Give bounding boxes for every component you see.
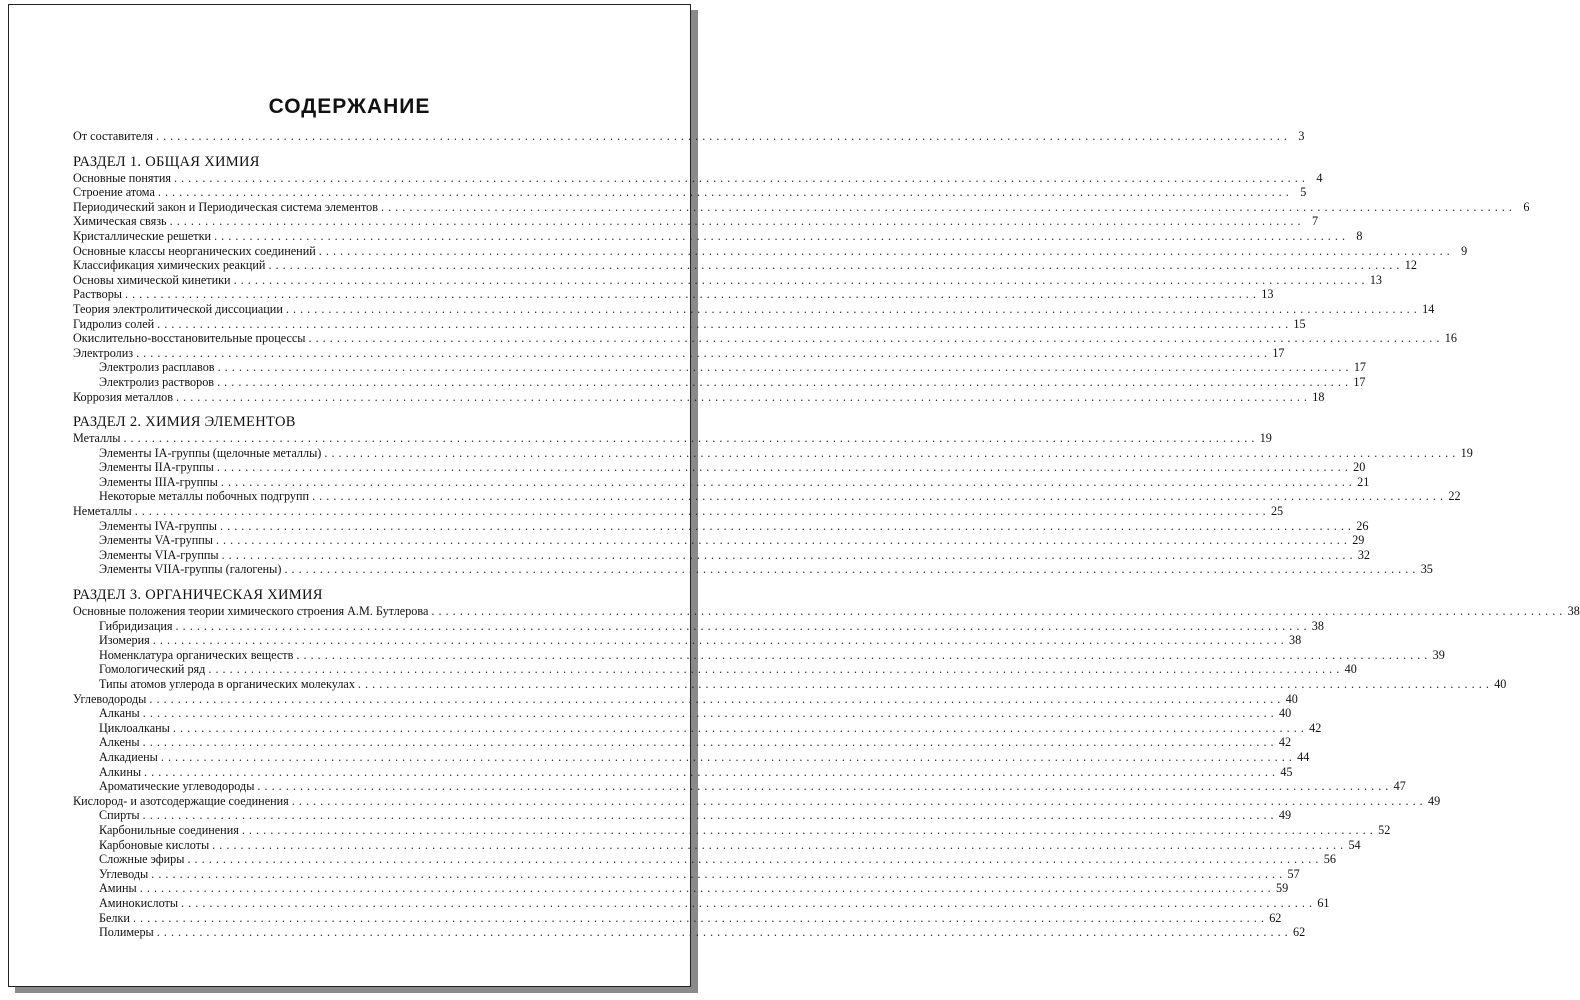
toc-entry-label: Элементы IVA-группы bbox=[99, 518, 217, 533]
dot-leader: . . . . . . . . . . . . . . . . . . . . . . . . . . . . . . . . . . . . . . . . . . . . . . . . . . . . . . . . . . . . . . . . . . . . . . . . . . . . . . . . . . . . . . . . . . . . . . . . . . . . . . . . . . . . . . . . . . . . . . . . . . . . . . . . . . . . . . . . . . . . . . . . . . . . . . . . . . . . . . . . bbox=[142, 706, 1275, 721]
toc-entry[interactable] bbox=[73, 360, 1367, 375]
toc-entry-label: Элементы IA-группы (щелочные металлы) bbox=[99, 445, 322, 460]
toc-entry[interactable] bbox=[73, 793, 1441, 809]
toc-entry[interactable] bbox=[73, 691, 1298, 707]
dot-leader: . . . . . . . . . . . . . . . . . . . . . . . . . . . . . . . . . . . . . . . . . . . . . . . . . . . . . . . . . . . . . . . . . . . . . . . . . . . . . . . . . . . . . . . . . . . . . . . . . . . . . . . . . . . . . . . . . . . . . . . . . . . . . . . . . . . . . . . . . . . . . . . . . . . . . . . . . . . . . . . . bbox=[132, 910, 1265, 925]
toc-entry-page: 56 bbox=[1323, 852, 1336, 867]
toc-entry-label: Основные положения теории химического строения А.М. Бутлерова bbox=[73, 604, 429, 619]
dot-leader: . . . . . . . . . . . . . . . . . . . . . . . . . . . . . . . . . . . . . . . . . . . . . . . . . . . . . . . . . . . . . . . . . . . . . . . . . . . . . . . . . . . . . . . . . . . . . . . . . . . . . . . . . . . . . . . . . . . . . . . . . . . . . . . . . . . . . . . . . . . . . . . . . . . . . . . . . . . . . . . . bbox=[187, 852, 1319, 867]
dot-leader: . . . . . . . . . . . . . . . . . . . . . . . . . . . . . . . . . . . . . . . . . . . . . . . . . . . . . . . . . . . . . . . . . . . . . . . . . . . . . . . . . . . . . . . . . . . . . . . . . . . . . . . . . . . . . . . . . . . . . . . . . . . . . . . . . . . . . . . . . . . . . . . . . . . . . . . . . . . . . . . . bbox=[296, 647, 1428, 662]
toc-entry-label: Гомологический ряд bbox=[99, 662, 206, 677]
toc-entry-label: Кислород- и азотсодержащие соединения bbox=[73, 793, 289, 808]
toc-entry-page: 15 bbox=[1293, 316, 1306, 331]
toc-entry-label: Теория электролитической диссоциации bbox=[73, 301, 283, 316]
toc-entry[interactable] bbox=[73, 881, 1289, 896]
toc-entry-page: 16 bbox=[1444, 331, 1457, 346]
toc-entry[interactable] bbox=[73, 460, 1366, 475]
toc-entry-page: 6 bbox=[1523, 199, 1530, 214]
dot-leader: . . . . . . . . . . . . . . . . . . . . . . . . . . . . . . . . . . . . . . . . . . . . . . . . . . . . . . . . . . . . . . . . . . . . . . . . . . . . . . . . . . . . . . . . . . . . . . . . . . . . . . . . . . . . . . . . . . . . . . . . . . . . . . . . . . . . . . . . . . . . . . . . . . . . . . . . . . . . . . . . bbox=[220, 474, 1353, 489]
toc-entry-label: Амины bbox=[99, 881, 137, 896]
toc-entry-page: 29 bbox=[1352, 533, 1365, 548]
toc-entry-page: 21 bbox=[1357, 474, 1370, 489]
dot-leader: . . . . . . . . . . . . . . . . . . . . . . . . . . . . . . . . . . . . . . . . . . . . . . . . . . . . . . . . . . . . . . . . . . . . . . . . . . . . . . . . . . . . . . . . . . . . . . . . . . . . . . . . . . . . . . . . . . . . . . . . . . . . . . . . . . . . . . . . . . . . . . . . . . . . . . . . . . . . . . . . bbox=[149, 691, 1281, 706]
toc-entry[interactable] bbox=[73, 562, 1433, 577]
dot-leader: . . . . . . . . . . . . . . . . . . . . . . . . . . . . . . . . . . . . . . . . . . . . . . . . . . . . . . . . . . . . . . . . . . . . . . . . . . . . . . . . . . . . . . . . . . . . . . . . . . . . . . . . . . . . . . . . . . . . . . . . . . . . . . . . . . . . . . . . . . . . . . . . . . . . . . . . . . . . . . . . bbox=[221, 547, 1354, 562]
toc-entry[interactable] bbox=[73, 228, 1363, 244]
dot-leader: . . . . . . . . . . . . . . . . . . . . . . . . . . . . . . . . . . . . . . . . . . . . . . . . . . . . . . . . . . . . . . . . . . . . . . . . . . . . . . . . . . . . . . . . . . . . . . . . . . . . . . . . . . . . . . . . . . . . . . . . . . . . . . . . . . . . . . . . . . . . . . . . . . . . . . . . . . . . . . . . bbox=[214, 228, 1346, 243]
toc-entry[interactable] bbox=[73, 808, 1292, 823]
toc-entry-label: Растворы bbox=[73, 287, 122, 302]
toc-entry[interactable] bbox=[73, 374, 1366, 390]
dot-leader: . . . . . . . . . . . . . . . . . . . . . . . . . . . . . . . . . . . . . . . . . . . . . . . . . . . . . . . . . . . . . . . . . . . . . . . . . . . . . . . . . . . . . . . . . . . . . . . . . . . . . . . . . . . . . . . . . . . . . . . . . . . . . . . . . . . . . . . . . . . . . . . . . . . . . . . . . . . . . . . . bbox=[169, 214, 1302, 229]
toc-entry[interactable] bbox=[73, 604, 1580, 619]
toc-entry-label: Элементы VA-группы bbox=[99, 533, 213, 548]
toc-entry-page: 44 bbox=[1297, 749, 1310, 764]
dot-leader: . . . . . . . . . . . . . . . . . . . . . . . . . . . . . . . . . . . . . . . . . . . . . . . . . . . . . . . . . . . . . . . . . . . . . . . . . . . . . . . . . . . . . . . . . . . . . . . . . . . . . . . . . . . . . . . . . . . . . . . . . . . . . . . . . . . . . . . . . . . . . . . . . . . . . . . . . . . . . . . . bbox=[318, 243, 1451, 258]
dot-leader: . . . . . . . . . . . . . . . . . . . . . . . . . . . . . . . . . . . . . . . . . . . . . . . . . . . . . . . . . . . . . . . . . . . . . . . . . . . . . . . . . . . . . . . . . . . . . . . . . . . . . . . . . . . . . . . . . . . . . . . . . . . . . . . . . . . . . . . . . . . . . . . . . . . . . . . . . . . . . . . . bbox=[142, 808, 1275, 823]
toc-entry[interactable] bbox=[73, 677, 1507, 692]
dot-leader: . . . . . . . . . . . . . . . . . . . . . . . . . . . . . . . . . . . . . . . . . . . . . . . . . . . . . . . . . . . . . . . . . . . . . . . . . . . . . . . . . . . . . . . . . . . . . . . . . . . . . . . . . . . . . . . . . . . . . . . . . . . . . . . . . . . . . . . . . . . . . . . . . . . . . . . . . . . . . . . . bbox=[139, 881, 1272, 896]
toc-entry-intro[interactable] bbox=[73, 129, 1305, 144]
toc-entry-page: 4 bbox=[1316, 170, 1323, 185]
toc-entry-page: 40 bbox=[1285, 691, 1298, 706]
toc-entry[interactable] bbox=[73, 852, 1336, 867]
toc-entry-label: Элементы IIIA-группы bbox=[99, 474, 218, 489]
toc-entry-label: Гибридизация bbox=[99, 618, 173, 633]
toc-entry[interactable] bbox=[73, 489, 1461, 504]
toc-entry-label: Коррозия металлов bbox=[73, 389, 174, 404]
toc-entry[interactable] bbox=[73, 258, 1417, 273]
toc-entry-label: Основные классы неорганических соединений bbox=[73, 243, 316, 258]
dot-leader: . . . . . . . . . . . . . . . . . . . . . . . . . . . . . . . . . . . . . . . . . . . . . . . . . . . . . . . . . . . . . . . . . . . . . . . . . . . . . . . . . . . . . . . . . . . . . . . . . . . . . . . . . . . . . . . . . . . . . . . . . . . . . . . . . . . . . . . . . . . . . . . . . . . . . . . . . . . . . . . . bbox=[157, 316, 1289, 331]
toc-entry[interactable] bbox=[73, 243, 1468, 259]
toc-entry[interactable] bbox=[73, 185, 1307, 200]
dot-leader: . . . . . . . . . . . . . . . . . . . . . . . . . . . . . . . . . . . . . . . . . . . . . . . . . . . . . . . . . . . . . . . . . . . . . . . . . . . . . . . . . . . . . . . . . . . . . . . . . . . . . . . . . . . . . . . . . . . . . . . . . . . . . . . . . . . . . . . . . . . . . . . . . . . . . . . . . . . . . . . . bbox=[324, 445, 1456, 460]
dot-leader: . . . . . . . . . . . . . . . . . . . . . . . . . . . . . . . . . . . . . . . . . . . . . . . . . . . . . . . . . . . . . . . . . . . . . . . . . . . . . . . . . . . . . . . . . . . . . . . . . . . . . . . . . . . . . . . . . . . . . . . . . . . . . . . . . . . . . . . . . . . . . . . . . . . . . . . . . . . . . . . . bbox=[151, 866, 1283, 881]
toc-entry-page: 17 bbox=[1353, 374, 1366, 389]
dot-leader: . . . . . . . . . . . . . . . . . . . . . . . . . . . . . . . . . . . . . . . . . . . . . . . . . . . . . . . . . . . . . . . . . . . . . . . . . . . . . . . . . . . . . . . . . . . . . . . . . . . . . . . . . . . . . . . . . . . . . . . . . . . . . . . . . . . . . . . . . . . . . . . . . . . . . . . . . . . . . . . . bbox=[284, 562, 1416, 577]
toc-entry[interactable] bbox=[73, 301, 1435, 317]
dot-leader: . . . . . . . . . . . . . . . . . . . . . . . . . . . . . . . . . . . . . . . . . . . . . . . . . . . . . . . . . . . . . . . . . . . . . . . . . . . . . . . . . . . . . . . . . . . . . . . . . . . . . . . . . . . . . . . . . . . . . . . . . . . . . . . . . . . . . . . . . . . . . . . . . . . . . . . . . . . . . . . . bbox=[217, 360, 1350, 375]
dot-leader: . . . . . . . . . . . . . . . . . . . . . . . . . . . . . . . . . . . . . . . . . . . . . . . . . . . . . . . . . . . . . . . . . . . . . . . . . . . . . . . . . . . . . . . . . . . . . . . . . . . . . . . . . . . . . . . . . . . . . . . . . . . . . . . . . . . . . . . . . . . . . . . . . . . . . . . . . . . . . . . . bbox=[285, 301, 1418, 316]
toc-entry-label: Спирты bbox=[99, 808, 140, 823]
document-page bbox=[8, 4, 1580, 987]
toc-entry-page: 5 bbox=[1300, 185, 1307, 200]
dot-leader: . . . . . . . . . . . . . . . . . . . . . . . . . . . . . . . . . . . . . . . . . . . . . . . . . . . . . . . . . . . . . . . . . . . . . . . . . . . . . . . . . . . . . . . . . . . . . . . . . . . . . . . . . . . . . . . . . . . . . . . . . . . . . . . . . . . . . . . . . . . . . . . . . . . . . . . . . . . . . . . . bbox=[291, 793, 1424, 808]
toc-entry-label: Основы химической кинетики bbox=[73, 272, 231, 287]
toc-entry[interactable] bbox=[73, 533, 1365, 548]
dot-leader: . . . . . . . . . . . . . . . . . . . . . . . . . . . . . . . . . . . . . . . . . . . . . . . . . . . . . . . . . . . . . . . . . . . . . . . . . . . . . . . . . . . . . . . . . . . . . . . . . . . . . . . . . . . . . . . . . . . . . . . . . . . . . . . . . . . . . . . . . . . . . . . . . . . . . . . . . . . . . . . . bbox=[241, 822, 1374, 837]
dot-leader: . . . . . . . . . . . . . . . . . . . . . . . . . . . . . . . . . . . . . . . . . . . . . . . . . . . . . . . . . . . . . . . . . . . . . . . . . . . . . . . . . . . . . . . . . . . . . . . . . . . . . . . . . . . . . . . . . . . . . . . . . . . . . . . . . . . . . . . . . . . . . . . . . . . . . . . . . . . . . . . . bbox=[208, 662, 1340, 677]
toc-entry-label: Карбонильные соединения bbox=[99, 822, 239, 837]
toc-entry[interactable] bbox=[73, 706, 1292, 721]
toc-entry-page: 38 bbox=[1311, 618, 1324, 633]
toc-entry-page: 18 bbox=[1312, 389, 1325, 404]
dot-leader: . . . . . . . . . . . . . . . . . . . . . . . . . . . . . . . . . . . . . . . . . . . . . . . . . . . . . . . . . . . . . . . . . . . . . . . . . . . . . . . . . . . . . . . . . . . . . . . . . . . . . . . . . . . . . . . . . . . . . . . . . . . . . . . . . . . . . . . . . . . . . . . . . . . . . . . . . . . . . . . . bbox=[156, 925, 1289, 940]
toc-entry-page: 40 bbox=[1494, 677, 1507, 691]
toc-entry-page: 7 bbox=[1311, 214, 1319, 229]
toc-entry-label: Алкины bbox=[99, 764, 142, 779]
dot-leader: . . . . . . . . . . . . . . . . . . . . . . . . . . . . . . . . . . . . . . . . . . . . . . . . . . . . . . . . . . . . . . . . . . . . . . . . . . . . . . . . . . . . . . . . . . . . . . . . . . . . . . . . . . . . . . . . . . . . . . . . . . . . . . . . . . . . . . . . . . . . . . . . . . . . . . . . . . . . . . . . bbox=[357, 677, 1490, 691]
toc-entry-page: 19 bbox=[1259, 431, 1272, 446]
toc-entry[interactable] bbox=[73, 837, 1361, 853]
toc-entry-page: 17 bbox=[1272, 345, 1285, 360]
toc-entry[interactable] bbox=[73, 633, 1302, 648]
toc-entry-label: Кристаллические решетки bbox=[73, 228, 212, 243]
dot-leader: . . . . . . . . . . . . . . . . . . . . . . . . . . . . . . . . . . . . . . . . . . . . . . . . . . . . . . . . . . . . . . . . . . . . . . . . . . . . . . . . . . . . . . . . . . . . . . . . . . . . . . . . . . . . . . . . . . . . . . . . . . . . . . . . . . . . . . . . . . . . . . . . . . . . . . . . . . . . . . . . bbox=[233, 272, 1366, 287]
toc-entry-label: Алкадиены bbox=[99, 749, 158, 764]
table-of-contents bbox=[73, 129, 1580, 940]
toc-entry-label: Электролиз растворов bbox=[99, 374, 215, 389]
toc-entry[interactable] bbox=[73, 199, 1530, 215]
toc-entry-page: 49 bbox=[1278, 808, 1292, 823]
toc-entry-label: Элементы IIA-группы bbox=[99, 460, 214, 475]
toc-entry-label: Алкены bbox=[99, 735, 140, 750]
toc-entry-page: 40 bbox=[1344, 662, 1357, 677]
dot-leader: . . . . . . . . . . . . . . . . . . . . . . . . . . . . . . . . . . . . . . . . . . . . . . . . . . . . . . . . . . . . . . . . . . . . . . . . . . . . . . . . . . . . . . . . . . . . . . . . . . . . . . . . . . . . . . . . . . . . . . . . . . . . . . . . . . . . . . . . . . . . . . . . . . . . . . . . . . . . . . . . bbox=[155, 129, 1288, 143]
section-heading: РАЗДЕЛ 3. ОРГАНИЧЕСКАЯ ХИМИЯ bbox=[73, 587, 323, 604]
toc-entry[interactable] bbox=[73, 618, 1324, 634]
toc-entry-page: 13 bbox=[1261, 287, 1274, 302]
toc-entry-page: 12 bbox=[1404, 258, 1417, 273]
dot-leader: . . . . . . . . . . . . . . . . . . . . . . . . . . . . . . . . . . . . . . . . . . . . . . . . . . . . . . . . . . . . . . . . . . . . . . . . . . . . . . . . . . . . . . . . . . . . . . . . . . . . . . . . . . . . . . . . . . . . . . . . . . . . . . . . . . . . . . . . . . . . . . . . . . . . . . . . . . . . . . . . bbox=[136, 345, 1268, 360]
dot-leader: . . . . . . . . . . . . . . . . . . . . . . . . . . . . . . . . . . . . . . . . . . . . . . . . . . . . . . . . . . . . . . . . . . . . . . . . . . . . . . . . . . . . . . . . . . . . . . . . . . . . . . . . . . . . . . . . . . . . . . . . . . . . . . . . . . . . . . . . . . . . . . . . . . . . . . . . . . . . . . . . bbox=[134, 504, 1267, 519]
toc-entry-page: 26 bbox=[1356, 518, 1369, 533]
toc-entry-label: Ароматические углеводороды bbox=[99, 779, 255, 794]
toc-entry-label: Белки bbox=[99, 910, 130, 925]
toc-entry-page: 14 bbox=[1422, 301, 1435, 316]
toc-entry-label: Неметаллы bbox=[73, 504, 132, 519]
toc-entry-label: Алканы bbox=[99, 706, 140, 721]
toc-entry-page: 19 bbox=[1460, 445, 1473, 460]
toc-entry-label: Аминокислоты bbox=[99, 895, 179, 910]
toc-entry-page: 61 bbox=[1317, 895, 1330, 910]
toc-entry-page: 57 bbox=[1287, 866, 1300, 881]
dot-leader: . . . . . . . . . . . . . . . . . . . . . . . . . . . . . . . . . . . . . . . . . . . . . . . . . . . . . . . . . . . . . . . . . . . . . . . . . . . . . . . . . . . . . . . . . . . . . . . . . . . . . . . . . . . . . . . . . . . . . . . . . . . . . . . . . . . . . . . . . . . . . . . . . . . . . . . . . . . . . . . . bbox=[142, 735, 1275, 750]
toc-entry[interactable] bbox=[73, 214, 1319, 229]
toc-entry-label: Строение атома bbox=[73, 185, 155, 200]
toc-entry[interactable] bbox=[73, 735, 1292, 750]
toc-entry-page: 52 bbox=[1378, 822, 1391, 837]
toc-entry-page: 42 bbox=[1309, 720, 1322, 735]
toc-entry-page: 49 bbox=[1428, 793, 1441, 808]
toc-entry-label: Основные понятия bbox=[73, 170, 171, 185]
dot-leader: . . . . . . . . . . . . . . . . . . . . . . . . . . . . . . . . . . . . . . . . . . . . . . . . . . . . . . . . . . . . . . . . . . . . . . . . . . . . . . . . . . . . . . . . . . . . . . . . . . . . . . . . . . . . . . . . . . . . . . . . . . . . . . . . . . . . . . . . . . . . . . . . . . . . . . . . . . . . . . . . bbox=[124, 287, 1257, 302]
toc-entry[interactable] bbox=[73, 445, 1473, 461]
toc-entry-page: 32 bbox=[1357, 547, 1371, 562]
toc-entry-page: 38 bbox=[1289, 633, 1302, 648]
toc-entry-label: Периодический закон и Периодическая система элементов bbox=[73, 199, 378, 214]
dot-leader: . . . . . . . . . . . . . . . . . . . . . . . . . . . . . . . . . . . . . . . . . . . . . . . . . . . . . . . . . . . . . . . . . . . . . . . . . . . . . . . . . . . . . . . . . . . . . . . . . . . . . . . . . . . . . . . . . . . . . . . . . . . . . . . . . . . . . . . . . . . . . . . . . . . . . . . . . . . . . . . . bbox=[181, 895, 1313, 910]
toc-entry[interactable] bbox=[73, 647, 1445, 663]
toc-entry-label: Номенклатура органических веществ bbox=[99, 647, 294, 662]
toc-entry-page: 38 bbox=[1567, 604, 1580, 619]
dot-leader: . . . . . . . . . . . . . . . . . . . . . . . . . . . . . . . . . . . . . . . . . . . . . . . . . . . . . . . . . . . . . . . . . . . . . . . . . . . . . . . . . . . . . . . . . . . . . . . . . . . . . . . . . . . . . . . . . . . . . . . . . . . . . . . . . . . . . . . . . . . . . . . . . . . . . . . . . . . . . . . . bbox=[308, 331, 1440, 346]
toc-entry[interactable] bbox=[73, 822, 1391, 838]
toc-entry-page: 39 bbox=[1432, 647, 1445, 662]
toc-entry[interactable] bbox=[73, 345, 1285, 361]
toc-entry[interactable] bbox=[73, 895, 1330, 911]
section-heading: РАЗДЕЛ 2. ХИМИЯ ЭЛЕМЕНТОВ bbox=[73, 414, 296, 431]
dot-leader: . . . . . . . . . . . . . . . . . . . . . . . . . . . . . . . . . . . . . . . . . . . . . . . . . . . . . . . . . . . . . . . . . . . . . . . . . . . . . . . . . . . . . . . . . . . . . . . . . . . . . . . . . . . . . . . . . . . . . . . . . . . . . . . . . . . . . . . . . . . . . . . . . . . . . . . . . . . . . . . . bbox=[216, 460, 1349, 475]
dot-leader: . . . . . . . . . . . . . . . . . . . . . . . . . . . . . . . . . . . . . . . . . . . . . . . . . . . . . . . . . . . . . . . . . . . . . . . . . . . . . . . . . . . . . . . . . . . . . . . . . . . . . . . . . . . . . . . . . . . . . . . . . . . . . . . . . . . . . . . . . . . . . . . . . . . . . . . . . . . . . . . . bbox=[380, 199, 1513, 214]
toc-entry-label: Циклоалканы bbox=[99, 720, 170, 735]
toc-entry[interactable] bbox=[73, 170, 1323, 186]
toc-entry-page: 25 bbox=[1270, 504, 1284, 519]
toc-entry[interactable] bbox=[73, 316, 1306, 332]
toc-entry[interactable] bbox=[73, 431, 1272, 446]
toc-entry[interactable] bbox=[73, 272, 1383, 288]
toc-entry-page: 54 bbox=[1348, 837, 1361, 852]
dot-leader: . . . . . . . . . . . . . . . . . . . . . . . . . . . . . . . . . . . . . . . . . . . . . . . . . . . . . . . . . . . . . . . . . . . . . . . . . . . . . . . . . . . . . . . . . . . . . . . . . . . . . . . . . . . . . . . . . . . . . . . . . . . . . . . . . . . . . . . . . . . . . . . . . . . . . . . . . . . . . . . . bbox=[172, 720, 1305, 735]
toc-entry-label: Элементы VIIA-группы (галогены) bbox=[99, 562, 282, 577]
dot-leader: . . . . . . . . . . . . . . . . . . . . . . . . . . . . . . . . . . . . . . . . . . . . . . . . . . . . . . . . . . . . . . . . . . . . . . . . . . . . . . . . . . . . . . . . . . . . . . . . . . . . . . . . . . . . . . . . . . . . . . . . . . . . . . . . . . . . . . . . . . . . . . . . . . . . . . . . . . . . . . . . bbox=[215, 533, 1348, 548]
toc-entry-label: Некоторые металлы побочных подгрупп bbox=[99, 489, 310, 504]
toc-entry[interactable] bbox=[73, 749, 1310, 765]
toc-entry-page: 3 bbox=[1298, 129, 1305, 143]
toc-entry-label: Гидролиз солей bbox=[73, 316, 155, 331]
toc-entry-page: 47 bbox=[1393, 779, 1406, 794]
toc-entry-label: Углеводы bbox=[99, 866, 149, 881]
toc-entry-label: Металлы bbox=[73, 431, 121, 446]
toc-entry-page: 35 bbox=[1420, 562, 1433, 577]
toc-entry-page: 22 bbox=[1448, 489, 1461, 504]
toc-entry-label: Изомерия bbox=[99, 633, 150, 648]
dot-leader: . . . . . . . . . . . . . . . . . . . . . . . . . . . . . . . . . . . . . . . . . . . . . . . . . . . . . . . . . . . . . . . . . . . . . . . . . . . . . . . . . . . . . . . . . . . . . . . . . . . . . . . . . . . . . . . . . . . . . . . . . . . . . . . . . . . . . . . . . . . . . . . . . . . . . . . . . . . . . . . . bbox=[431, 604, 1563, 619]
toc-entry-page: 59 bbox=[1276, 881, 1289, 896]
toc-entry[interactable] bbox=[73, 779, 1406, 794]
dot-leader: . . . . . . . . . . . . . . . . . . . . . . . . . . . . . . . . . . . . . . . . . . . . . . . . . . . . . . . . . . . . . . . . . . . . . . . . . . . . . . . . . . . . . . . . . . . . . . . . . . . . . . . . . . . . . . . . . . . . . . . . . . . . . . . . . . . . . . . . . . . . . . . . . . . . . . . . . . . . . . . . bbox=[176, 389, 1308, 404]
dot-leader: . . . . . . . . . . . . . . . . . . . . . . . . . . . . . . . . . . . . . . . . . . . . . . . . . . . . . . . . . . . . . . . . . . . . . . . . . . . . . . . . . . . . . . . . . . . . . . . . . . . . . . . . . . . . . . . . . . . . . . . . . . . . . . . . . . . . . . . . . . . . . . . . . . . . . . . . . . . . . . . . bbox=[257, 779, 1389, 794]
dot-leader: . . . . . . . . . . . . . . . . . . . . . . . . . . . . . . . . . . . . . . . . . . . . . . . . . . . . . . . . . . . . . . . . . . . . . . . . . . . . . . . . . . . . . . . . . . . . . . . . . . . . . . . . . . . . . . . . . . . . . . . . . . . . . . . . . . . . . . . . . . . . . . . . . . . . . . . . . . . . . . . . bbox=[217, 374, 1349, 389]
toc-entry-page: 45 bbox=[1280, 764, 1293, 779]
toc-entry-label: От составителя bbox=[73, 129, 153, 143]
toc-entry-label: Электролиз bbox=[73, 345, 134, 360]
toc-entry[interactable] bbox=[73, 866, 1300, 882]
dot-leader: . . . . . . . . . . . . . . . . . . . . . . . . . . . . . . . . . . . . . . . . . . . . . . . . . . . . . . . . . . . . . . . . . . . . . . . . . . . . . . . . . . . . . . . . . . . . . . . . . . . . . . . . . . . . . . . . . . . . . . . . . . . . . . . . . . . . . . . . . . . . . . . . . . . . . . . . . . . . . . . . bbox=[152, 633, 1285, 648]
toc-entry-label: Электролиз расплавов bbox=[99, 360, 215, 375]
toc-entry-page: 13 bbox=[1369, 272, 1383, 287]
section-heading: РАЗДЕЛ 1. ОБЩАЯ ХИМИЯ bbox=[73, 153, 260, 170]
dot-leader: . . . . . . . . . . . . . . . . . . . . . . . . . . . . . . . . . . . . . . . . . . . . . . . . . . . . . . . . . . . . . . . . . . . . . . . . . . . . . . . . . . . . . . . . . . . . . . . . . . . . . . . . . . . . . . . . . . . . . . . . . . . . . . . . . . . . . . . . . . . . . . . . . . . . . . . . . . . . . . . . bbox=[173, 170, 1306, 185]
toc-entry[interactable] bbox=[73, 389, 1325, 405]
toc-entry[interactable] bbox=[73, 547, 1371, 563]
toc-entry-label: Химическая связь bbox=[73, 214, 167, 229]
toc-entry-page: 62 bbox=[1269, 910, 1282, 925]
page-title: СОДЕРЖАНИЕ bbox=[268, 95, 431, 118]
dot-leader: . . . . . . . . . . . . . . . . . . . . . . . . . . . . . . . . . . . . . . . . . . . . . . . . . . . . . . . . . . . . . . . . . . . . . . . . . . . . . . . . . . . . . . . . . . . . . . . . . . . . . . . . . . . . . . . . . . . . . . . . . . . . . . . . . . . . . . . . . . . . . . . . . . . . . . . . . . . . . . . . bbox=[160, 749, 1293, 764]
toc-entry[interactable] bbox=[73, 925, 1306, 940]
toc-entry-label: Сложные эфиры bbox=[99, 852, 185, 867]
dot-leader: . . . . . . . . . . . . . . . . . . . . . . . . . . . . . . . . . . . . . . . . . . . . . . . . . . . . . . . . . . . . . . . . . . . . . . . . . . . . . . . . . . . . . . . . . . . . . . . . . . . . . . . . . . . . . . . . . . . . . . . . . . . . . . . . . . . . . . . . . . . . . . . . . . . . . . . . . . . . . . . . bbox=[220, 518, 1352, 533]
toc-entry-label: Карбоновые кислоты bbox=[99, 837, 210, 852]
dot-leader: . . . . . . . . . . . . . . . . . . . . . . . . . . . . . . . . . . . . . . . . . . . . . . . . . . . . . . . . . . . . . . . . . . . . . . . . . . . . . . . . . . . . . . . . . . . . . . . . . . . . . . . . . . . . . . . . . . . . . . . . . . . . . . . . . . . . . . . . . . . . . . . . . . . . . . . . . . . . . . . . bbox=[123, 431, 1255, 446]
dot-leader: . . . . . . . . . . . . . . . . . . . . . . . . . . . . . . . . . . . . . . . . . . . . . . . . . . . . . . . . . . . . . . . . . . . . . . . . . . . . . . . . . . . . . . . . . . . . . . . . . . . . . . . . . . . . . . . . . . . . . . . . . . . . . . . . . . . . . . . . . . . . . . . . . . . . . . . . . . . . . . . . bbox=[212, 837, 1344, 852]
toc-entry[interactable] bbox=[73, 662, 1357, 677]
toc-entry-page: 20 bbox=[1353, 460, 1366, 475]
toc-entry-page: 42 bbox=[1278, 735, 1292, 750]
dot-leader: . . . . . . . . . . . . . . . . . . . . . . . . . . . . . . . . . . . . . . . . . . . . . . . . . . . . . . . . . . . . . . . . . . . . . . . . . . . . . . . . . . . . . . . . . . . . . . . . . . . . . . . . . . . . . . . . . . . . . . . . . . . . . . . . . . . . . . . . . . . . . . . . . . . . . . . . . . . . . . . . bbox=[312, 489, 1444, 504]
toc-entry-label: Полимеры bbox=[99, 925, 154, 940]
toc-entry-page: 62 bbox=[1293, 925, 1306, 940]
toc-entry[interactable] bbox=[73, 910, 1282, 926]
dot-leader: . . . . . . . . . . . . . . . . . . . . . . . . . . . . . . . . . . . . . . . . . . . . . . . . . . . . . . . . . . . . . . . . . . . . . . . . . . . . . . . . . . . . . . . . . . . . . . . . . . . . . . . . . . . . . . . . . . . . . . . . . . . . . . . . . . . . . . . . . . . . . . . . . . . . . . . . . . . . . . . . bbox=[175, 618, 1307, 633]
toc-entry[interactable] bbox=[73, 518, 1369, 534]
toc-entry-label: Окислительно-восстановительные процессы bbox=[73, 331, 306, 346]
toc-entry-page: 40 bbox=[1279, 706, 1292, 721]
dot-leader: . . . . . . . . . . . . . . . . . . . . . . . . . . . . . . . . . . . . . . . . . . . . . . . . . . . . . . . . . . . . . . . . . . . . . . . . . . . . . . . . . . . . . . . . . . . . . . . . . . . . . . . . . . . . . . . . . . . . . . . . . . . . . . . . . . . . . . . . . . . . . . . . . . . . . . . . . . . . . . . . bbox=[268, 258, 1400, 273]
toc-entry[interactable] bbox=[73, 504, 1284, 519]
toc-entry-label: Классификация химических реакций bbox=[73, 258, 266, 273]
toc-entry[interactable] bbox=[73, 720, 1322, 736]
toc-entry[interactable] bbox=[73, 764, 1293, 780]
toc-entry-label: Типы атомов углерода в органических молекулах bbox=[99, 677, 355, 691]
toc-entry[interactable] bbox=[73, 287, 1274, 302]
dot-leader: . . . . . . . . . . . . . . . . . . . . . . . . . . . . . . . . . . . . . . . . . . . . . . . . . . . . . . . . . . . . . . . . . . . . . . . . . . . . . . . . . . . . . . . . . . . . . . . . . . . . . . . . . . . . . . . . . . . . . . . . . . . . . . . . . . . . . . . . . . . . . . . . . . . . . . . . . . . . . . . . bbox=[157, 185, 1290, 200]
dot-leader: . . . . . . . . . . . . . . . . . . . . . . . . . . . . . . . . . . . . . . . . . . . . . . . . . . . . . . . . . . . . . . . . . . . . . . . . . . . . . . . . . . . . . . . . . . . . . . . . . . . . . . . . . . . . . . . . . . . . . . . . . . . . . . . . . . . . . . . . . . . . . . . . . . . . . . . . . . . . . . . . bbox=[144, 764, 1276, 779]
toc-entry[interactable] bbox=[73, 331, 1457, 346]
toc-entry-page: 9 bbox=[1461, 243, 1468, 258]
toc-entry-page: 8 bbox=[1356, 228, 1363, 243]
toc-entry-label: Углеводороды bbox=[73, 691, 147, 706]
toc-entry-label: Элементы VIA-группы bbox=[99, 547, 219, 562]
toc-entry[interactable] bbox=[73, 474, 1370, 490]
toc-entry-page: 17 bbox=[1353, 360, 1367, 375]
